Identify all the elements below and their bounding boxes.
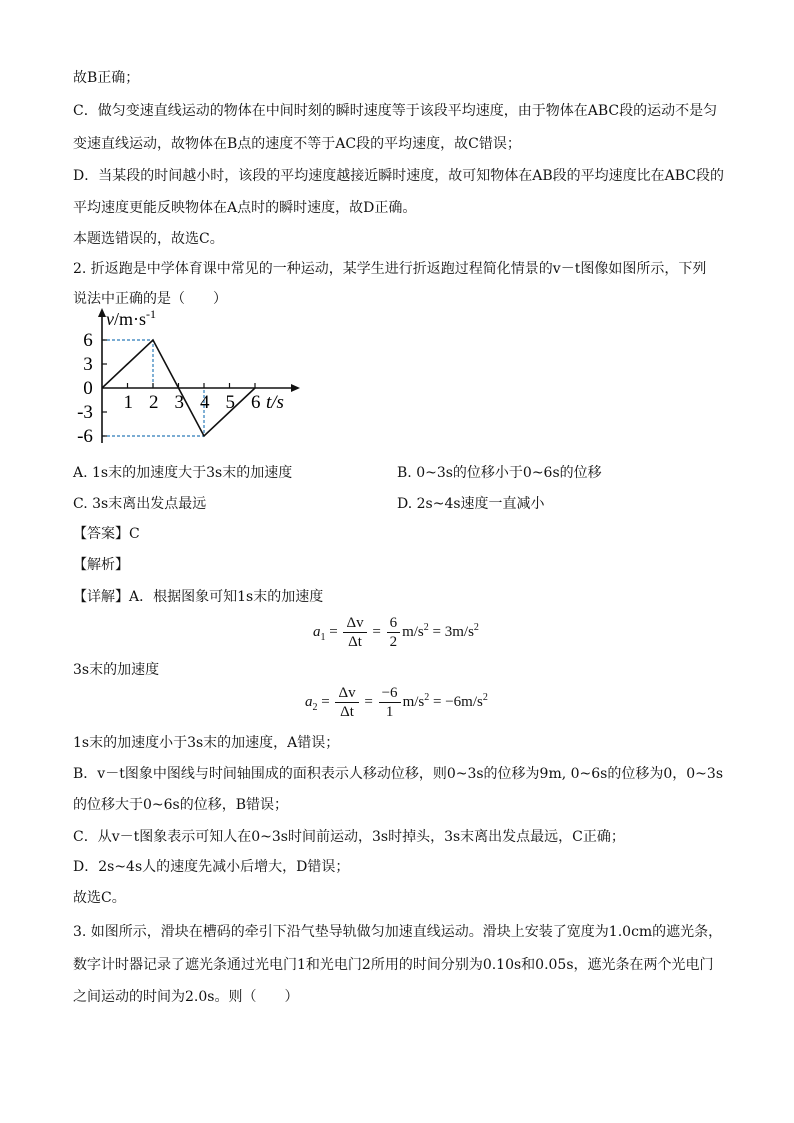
y-tick-label: 3 <box>83 354 93 375</box>
detail-line: 故选C。 <box>73 890 126 906</box>
text-line: D．当某段的时间越小时，该段的平均速度越接近瞬时速度，故可知物体在AB段的平均速度比在ABC段的 <box>73 168 724 184</box>
x-tick-label: 2 <box>149 392 159 413</box>
vt-graph <box>76 305 306 445</box>
option-b: B. 0~3s的位移小于0~6s的位移 <box>397 465 602 481</box>
question-2-stem: 2. 折返跑是中学体育课中常见的一种运动，某学生进行折返跑过程简化情景的v－t图像如图所示，下列 <box>73 261 707 277</box>
detail-line: 【详解】A．根据图象可知1s末的加速度 <box>73 589 324 605</box>
answer-label: 【答案】C <box>73 526 140 542</box>
text-line: 平均速度更能反映物体在A点时的瞬时速度，故D正确。 <box>73 200 417 216</box>
option-d: D. 2s~4s速度一直减小 <box>397 496 545 512</box>
x-tick-label: 1 <box>123 392 133 413</box>
question-2-stem: 说法中正确的是（ ） <box>73 291 227 307</box>
equation-a2: $a_2$ = $\frac{\Delta v}{\Delta t}$ = $\frac{-6}{1}$ $m/s^2 = -6m/s^2$ <box>305 685 488 720</box>
x-axis-label: t/s <box>266 392 284 413</box>
y-tick-label: 6 <box>83 330 93 351</box>
detail-line: B．v－t图象中图线与时间轴围成的面积表示人移动位移，则0~3s的位移为9m, 0~6s的位移为0，0~3s <box>73 766 723 782</box>
detail-line: 3s末的加速度 <box>73 662 160 678</box>
option-c: C. 3s末离出发点最远 <box>73 496 207 512</box>
x-axis-arrow <box>291 384 300 392</box>
text-line: 故B正确； <box>73 70 140 86</box>
x-tick-label: 6 <box>251 392 261 413</box>
analysis-label: 【解析】 <box>73 557 129 573</box>
option-a: A. 1s末的加速度大于3s末的加速度 <box>73 465 293 481</box>
detail-line: D．2s~4s人的速度先减小后增大，D错误； <box>73 859 350 875</box>
x-tick-label: 5 <box>225 392 235 413</box>
question-3-stem: 3. 如图所示，滑块在槽码的牵引下沿气垫导轨做匀加速直线运动。滑块上安装了宽度为1.0cm的遮光条， <box>73 924 723 940</box>
text-line: 变速直线运动，故物体在B点的速度不等于AC段的平均速度，故C错误； <box>73 136 521 152</box>
question-3-stem: 之间运动的时间为2.0s。则（ ） <box>73 989 299 1005</box>
equation-a1: $a_1$ = $\frac{\Delta v}{\Delta t}$ = $\frac{6}{2}$ $m/s^2 = 3m/s^2$ <box>313 615 479 650</box>
detail-line: C．从v－t图象表示可知人在0~3s时间前运动，3s时掉头，3s末离出发点最远，C正确； <box>73 829 625 845</box>
y-axis-arrow <box>98 308 106 317</box>
x-tick-label: 3 <box>174 392 184 413</box>
y-axis-label: $v/m\cdot s^{-1}$ <box>106 307 157 329</box>
detail-line: 1s末的加速度小于3s末的加速度，A错误； <box>73 735 340 751</box>
question-3-stem: 数字计时器记录了遮光条通过光电门1和光电门2所用的时间分别为0.10s和0.05s，遮光条在两个光电门 <box>73 957 714 973</box>
x-tick-label: 4 <box>200 392 210 413</box>
text-line: C．做匀变速直线运动的物体在中间时刻的瞬时速度等于该段平均速度，由于物体在ABC段的运动不是匀 <box>73 103 718 119</box>
y-tick-label: 0 <box>83 378 93 399</box>
text-line: 本题选错误的，故选C。 <box>73 231 224 247</box>
y-tick-label: -3 <box>77 402 93 423</box>
detail-line: 的位移大于0~6s的位移，B错误； <box>73 797 289 813</box>
y-tick-label: -6 <box>77 426 93 445</box>
